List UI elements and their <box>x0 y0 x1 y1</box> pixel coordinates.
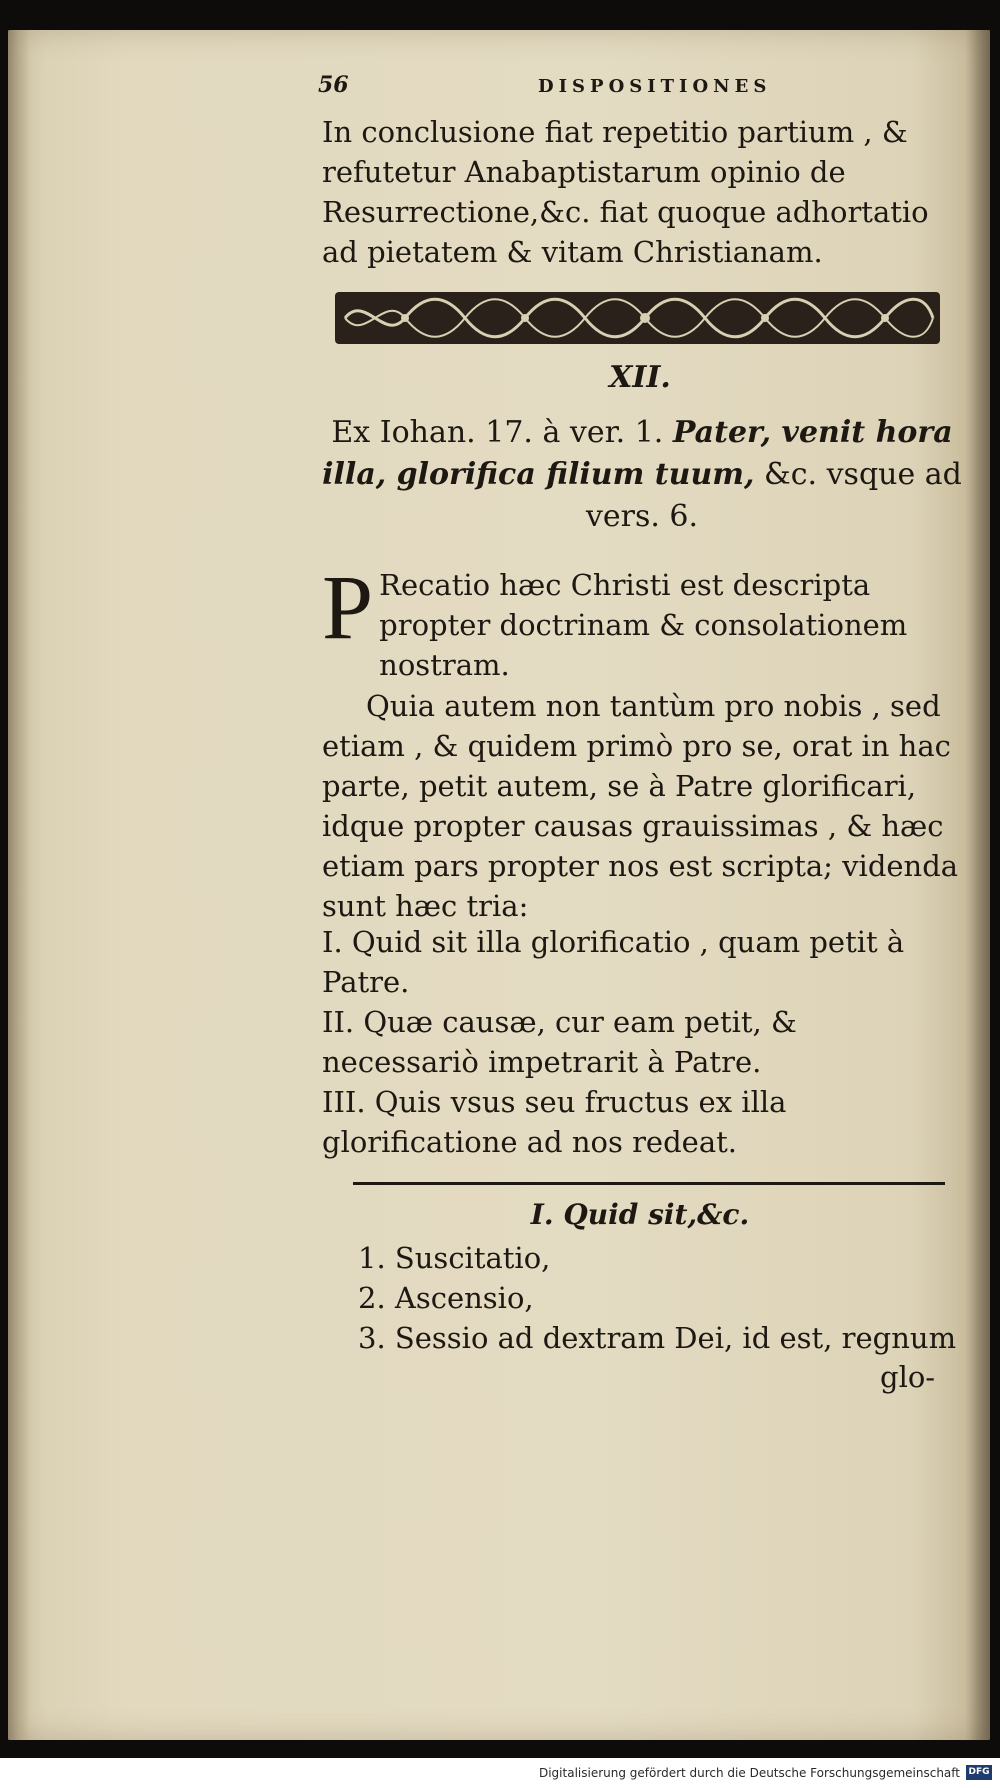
subpoint-item: 3. Sessio ad dextram Dei, id est, regnum <box>358 1321 957 1355</box>
body-paragraph: Quia autem non tantùm pro nobis , sed etiam , & quidem primò pro se, orat in hac parte, petit autem, se à Patre glorificari, idque propter causas grauissimas , & hæc etiam pars propter nos est scripta; videnda sunt hæc tria: <box>322 689 959 923</box>
dfg-logo: DFG <box>966 1765 992 1780</box>
closing-paragraph: In conclusione fiat repetitio partium , & refutetur Anabaptistarum opinio de Resurrectione,&c. fiat quoque adhortatio ad pietatem & vitam Christianam. <box>322 115 929 269</box>
section-divider <box>353 1182 945 1185</box>
catchword: glo- <box>880 1360 936 1394</box>
running-head: DISPOSITIONES <box>538 76 772 97</box>
page-number: 56 <box>318 72 349 98</box>
footer-credit: Digitalisierung gefördert durch die Deutsche Forschungsgemeinschaft <box>538 1766 960 1780</box>
citation-quote: Pater, venit hora illa, glorifica filium tuum, <box>322 415 953 492</box>
page-header <box>318 72 978 102</box>
section-number: XII. <box>609 360 671 395</box>
subpoint-item: 1. Suscitatio, <box>358 1241 551 1275</box>
point-item: II. Quæ causæ, cur eam petit, & necessariò impetrarit à Patre. <box>322 1005 797 1079</box>
citation-end: &c. vsque ad vers. 6. <box>585 457 962 534</box>
drop-cap: P <box>322 556 374 658</box>
page-right-shadow <box>965 30 990 1740</box>
citation-reference: Ex Iohan. 17. à ver. 1. <box>331 415 664 450</box>
opening-paragraph <box>322 556 962 685</box>
page-left-shadow <box>8 30 30 1740</box>
point-item: III. Quis vsus seu fructus ex illa glorificatione ad nos redeat. <box>322 1085 787 1159</box>
subheading: I. Quid sit,&c. <box>530 1198 750 1231</box>
ornamental-band <box>335 288 940 348</box>
scripture-citation <box>322 412 962 538</box>
point-item: I. Quid sit illa glorificatio , quam petit à Patre. <box>322 925 905 999</box>
subpoint-item: 2. Ascensio, <box>358 1281 534 1315</box>
opening-paragraph-text: Recatio hæc Christi est descripta propter doctrinam & consolationem nostram. <box>379 568 908 682</box>
digitization-footer <box>0 1758 1000 1788</box>
